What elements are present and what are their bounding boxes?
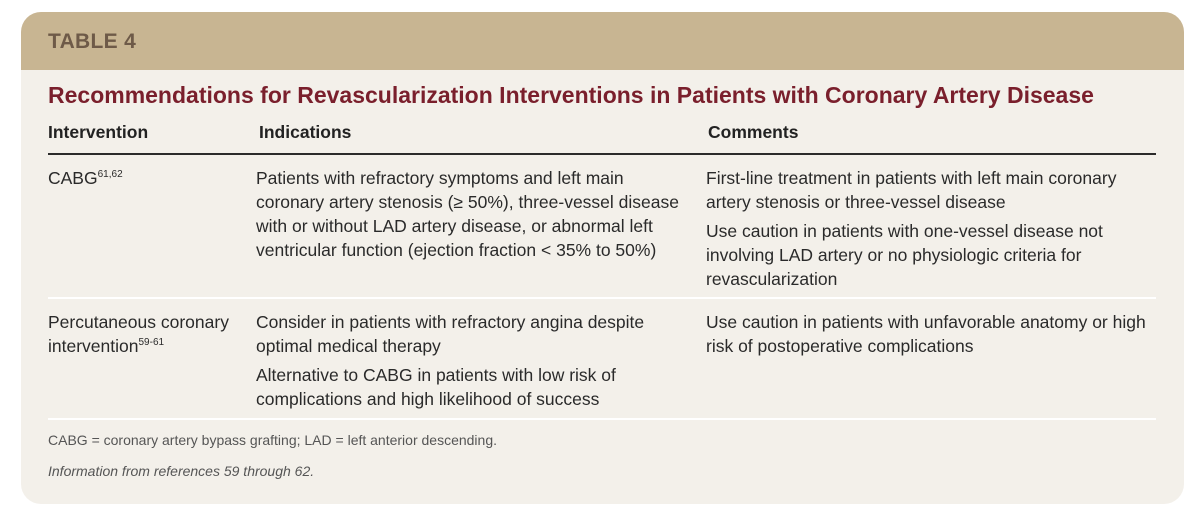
- indication-text: Consider in patients with refractory angina despite optimal medical therapy: [256, 312, 645, 356]
- row-divider: [48, 297, 1156, 299]
- table-row-1-intervention: [48, 166, 253, 190]
- source-footnote: Information from references 59 through 62.: [48, 463, 315, 479]
- table-label: TABLE 4: [48, 30, 137, 53]
- indication-text: Alternative to CABG in patients with low risk of complications and high likelihood of success: [256, 365, 616, 409]
- intervention-name: CABG: [48, 168, 98, 188]
- column-header-intervention: Intervention: [48, 122, 149, 142]
- intervention-name: Percutaneous coronary intervention: [48, 312, 229, 356]
- comment-text: First-line treatment in patients with left main coronary artery stenosis or three-vessel disease: [706, 168, 1117, 212]
- table-row-2-comments: [706, 310, 1156, 363]
- table-label-banner: [21, 12, 1184, 70]
- table-row-1-indications: [256, 166, 696, 267]
- reference-superscript: 59-61: [138, 337, 165, 348]
- table-row-2-intervention: [48, 310, 253, 358]
- row-divider: [48, 418, 1156, 420]
- reference-superscript: 61,62: [97, 169, 123, 180]
- indication-text: Patients with refractory symptoms and left main coronary artery stenosis (≥ 50%), three-vessel disease with or without LAD artery disease, or abnormal left ventricular function (ejection fraction < 35% to 50%): [256, 168, 679, 260]
- comment-text: Use caution in patients with unfavorable anatomy or high risk of postoperative complications: [706, 312, 1146, 356]
- comment-text: Use caution in patients with one-vessel disease not involving LAD artery or no physiologic criteria for revascularization: [706, 221, 1103, 289]
- table-title: Recommendations for Revascularization Interventions in Patients with Coronary Artery Disease: [48, 82, 1094, 108]
- column-header-indications: Indications: [259, 122, 352, 142]
- table-card: [21, 12, 1184, 504]
- table-row-1-comments: [706, 166, 1156, 296]
- table-row-2-indications: [256, 310, 696, 416]
- header-divider: [48, 153, 1156, 155]
- abbreviations-footnote: CABG = coronary artery bypass grafting; LAD = left anterior descending.: [48, 432, 498, 448]
- column-header-comments: Comments: [708, 122, 799, 142]
